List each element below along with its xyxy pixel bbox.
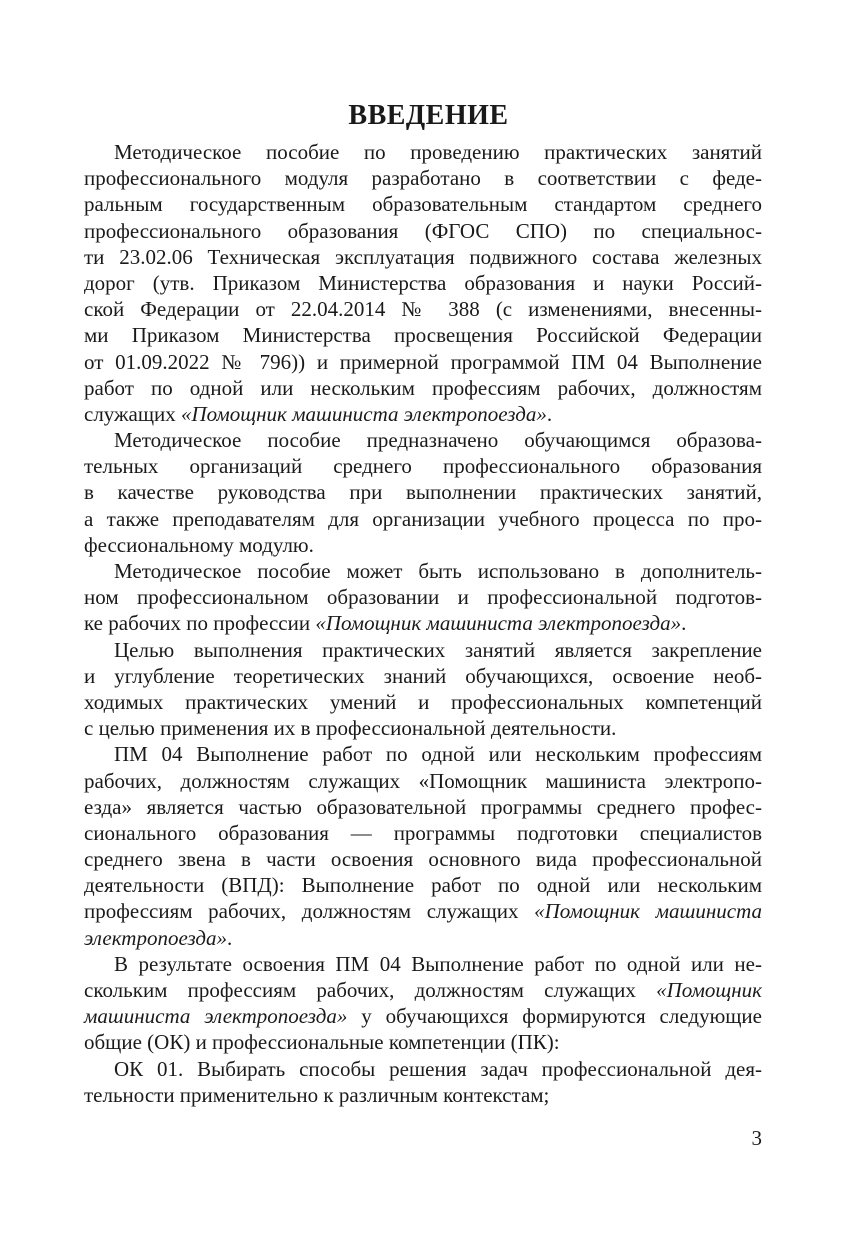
text-segment: скольким профессиям рабочих, должностям служащих [84, 978, 657, 1002]
text-segment: профессиям рабочих, должностям служащих [84, 899, 535, 924]
text-line [84, 427, 762, 453]
italic-text: «Помощник [656, 978, 762, 1002]
text-line [84, 1056, 762, 1082]
text-segment: ке рабочих по профессии [84, 611, 316, 636]
text-segment: работ по одной или нескольким профессиям рабочих, должностям [84, 375, 762, 400]
text-line [84, 898, 762, 924]
text-segment: Методическое пособие может быть использовано в дополнитель- [114, 559, 762, 583]
text-line [84, 558, 762, 584]
text-segment: ном профессиональном образовании и профессиональной подготов- [84, 585, 762, 610]
text-line [84, 820, 762, 846]
text-segment: . [227, 925, 233, 950]
text-segment: среднего звена в части освоения основного вида профессиональной [84, 847, 762, 872]
paragraph [84, 741, 762, 951]
text-line [84, 741, 762, 767]
text-line [84, 977, 762, 1003]
text-segment: с целью применения их в профессиональной деятельности. [84, 716, 617, 741]
text-segment: рабочих, должностям служащих «Помощник машиниста электропо- [84, 768, 762, 793]
text-line [84, 584, 762, 610]
text-segment: . [681, 611, 687, 636]
text-line [84, 872, 762, 898]
italic-text: «Помощник машиниста [534, 899, 762, 924]
italic-text: «Помощник машиниста электропоезда» [181, 401, 547, 426]
text-line [84, 1003, 762, 1029]
text-line [84, 375, 762, 401]
page-number: 3 [751, 1126, 762, 1150]
text-segment: от 01.09.2022 № 796)) и примерной программой ПМ 04 Выполнение [84, 349, 762, 374]
text-segment: фессиональному модулю. [84, 532, 314, 557]
text-line [84, 322, 762, 348]
paragraph [84, 637, 762, 742]
text-segment: ходимых практических умений и профессиональных компетенций [84, 689, 762, 714]
paragraph [84, 1056, 762, 1108]
text-line [84, 794, 762, 820]
text-segment: . [546, 401, 553, 426]
document-body [84, 139, 762, 1108]
text-line [84, 610, 762, 636]
text-line [84, 244, 762, 270]
text-line [84, 925, 762, 951]
text-line [84, 532, 762, 558]
text-segment: ской Федерации от 22.04.2014 № 388 (с изменениями, внесенны- [84, 297, 762, 322]
text-segment: в качестве руководства при выполнении практических занятий, [84, 480, 762, 505]
text-line [84, 951, 762, 977]
text-line [84, 165, 762, 191]
text-segment: тельных организаций среднего профессионального образования [84, 454, 762, 479]
text-segment: Методическое пособие предназначено обучающимся образова- [114, 428, 762, 453]
text-line [84, 768, 762, 794]
text-segment: профессионального модуля разработано в соответствии с феде- [84, 166, 762, 191]
paragraph [84, 558, 762, 637]
text-line [84, 1082, 762, 1108]
paragraph [84, 427, 762, 558]
paragraph [84, 951, 762, 1056]
text-line [84, 218, 762, 244]
text-segment: сионального образования — программы подготовки специалистов [84, 820, 762, 845]
text-segment: а также преподавателям для организации учебного процесса по про- [84, 506, 762, 531]
text-segment: Целью выполнения практических занятий является закрепление [114, 637, 762, 662]
text-line [84, 296, 762, 322]
text-segment: ПМ 04 Выполнение работ по одной или нескольким профессиям [114, 742, 762, 767]
italic-text: электропоезда» [84, 925, 228, 950]
text-segment: и углубление теоретических знаний обучающихся, освоение необ- [84, 663, 762, 688]
text-segment: езда» является частью образовательной программы среднего профес- [84, 794, 762, 819]
text-line [84, 139, 762, 165]
text-segment: Методическое пособие по проведению практических занятий [114, 140, 762, 164]
text-line [84, 453, 762, 479]
text-segment: профессионального образования (ФГОС СПО) по специальнос- [84, 218, 762, 243]
text-segment: В результате освоения ПМ 04 Выполнение работ по одной или не- [114, 951, 762, 976]
text-line [84, 715, 762, 741]
paragraph [84, 139, 762, 427]
text-line [84, 1029, 762, 1055]
text-segment: дорог (утв. Приказом Министерства образования и науки Россий- [84, 270, 762, 295]
text-line [84, 846, 762, 872]
text-line [84, 349, 762, 375]
text-segment: тельности применительно к различным контекстам; [84, 1082, 550, 1107]
text-segment: деятельности (ВПД): Выполнение работ по одной или нескольким [84, 873, 762, 898]
text-segment: служащих [84, 401, 182, 426]
text-segment: ми Приказом Министерства просвещения Российской Федерации [84, 323, 762, 348]
italic-text: «Помощник машиниста электропоезда» [315, 611, 682, 636]
text-line [84, 689, 762, 715]
page-title: ВВЕДЕНИЕ [348, 100, 509, 131]
text-segment: ральным государственным образовательным стандартом среднего [84, 192, 762, 217]
text-segment: у обучающихся формируются следующие [347, 1004, 762, 1029]
italic-text: машиниста электропоезда» [84, 1004, 348, 1029]
text-line [84, 506, 762, 532]
text-line [84, 191, 762, 217]
text-line [84, 663, 762, 689]
text-line [84, 401, 762, 427]
text-line [84, 479, 762, 505]
text-segment: ОК 01. Выбирать способы решения задач профессиональной дея- [114, 1056, 762, 1081]
text-segment: ти 23.02.06 Техническая эксплуатация подвижного состава железных [84, 244, 762, 269]
text-line [84, 270, 762, 296]
text-segment: общие (ОК) и профессиональные компетенции (ПК): [84, 1030, 560, 1055]
text-line [84, 637, 762, 663]
